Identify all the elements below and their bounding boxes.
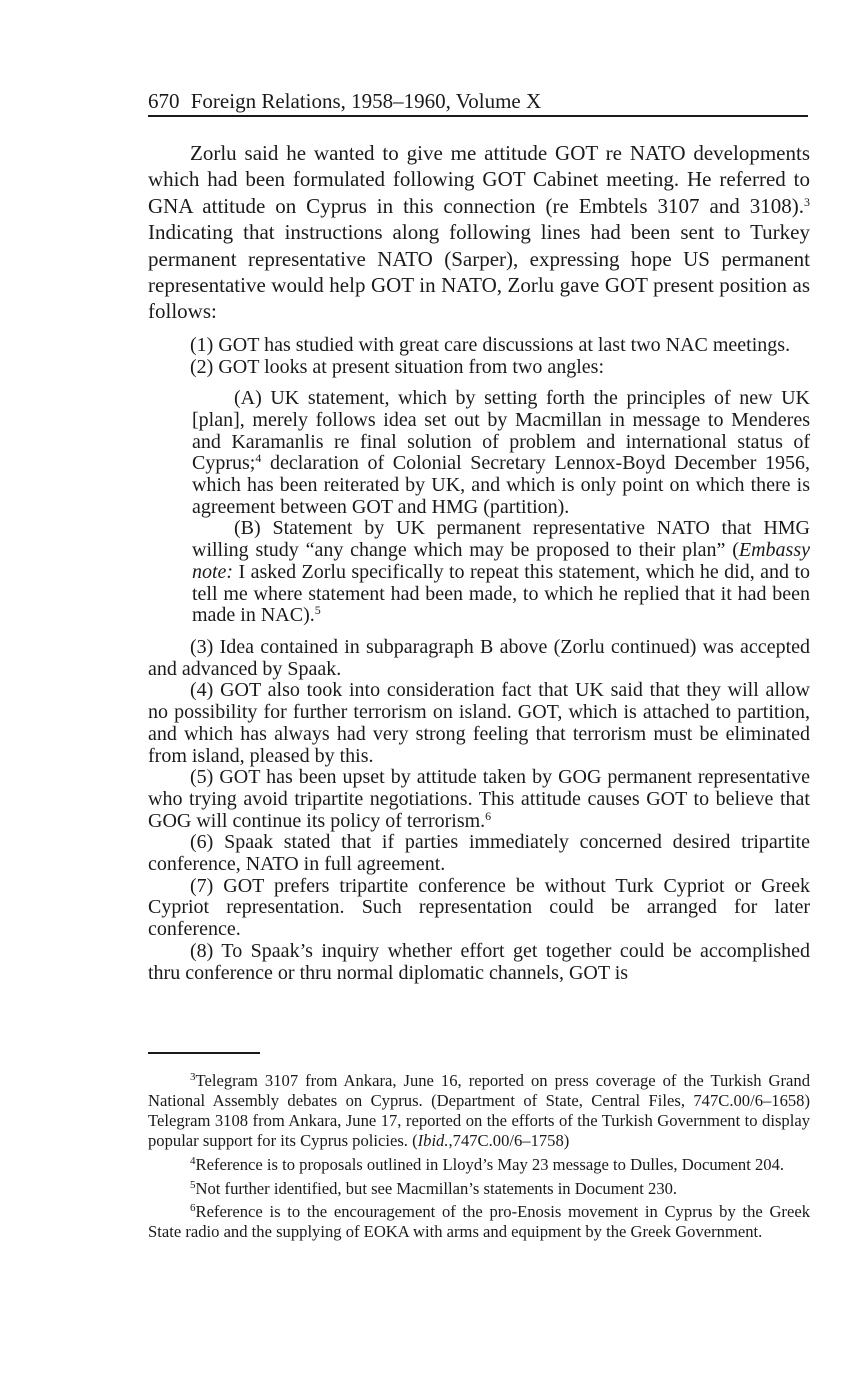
footnote-text: Not further identified, but see Macmillan’s statements in Document 230. (195, 1178, 678, 1198)
footnote-text: ,747C.00/6–1758) (448, 1130, 570, 1150)
footnote-text: Reference is to the encouragement of the pro-Enosis movement in Cyprus by the Greek State radio and the supplying of EOKA with arms and equipment by the Greek Government. (148, 1202, 810, 1242)
list-item: (7) GOT prefers tripartite conference be without Turk Cypriot or Greek Cypriot representation. Such representation could be arranged for later conference. (148, 874, 810, 941)
sub-item-b (192, 518, 810, 627)
sub-b-text-2: I asked Zorlu specifically to repeat this statement, which he did, and to tell me where statement had been made, to which he replied that it had been made in NAC). (192, 560, 810, 627)
footnote-ref-4[interactable]: 4 (255, 451, 262, 466)
footnote-number: 5 (190, 1178, 196, 1191)
footnote-rule (148, 1052, 260, 1054)
footnote-3 (148, 1071, 810, 1151)
footnote-4 (148, 1155, 810, 1175)
list-item: (8) To Spaak’s inquiry whether effort get together could be accomplished thru conference or thru normal diplomatic channels, GOT is (148, 939, 810, 984)
position-list (148, 335, 810, 984)
volume-title: Foreign Relations, 1958–1960, Volume X (190, 89, 542, 113)
list-item: (2) GOT looks at present situation from two angles: (190, 355, 605, 378)
list-item: (1) GOT has studied with great care discussions at last two NAC meetings. (190, 333, 791, 356)
list-item (148, 767, 810, 832)
sub-a-text-2: declaration of Colonial Secretary Lennox-Boyd December 1956, which has been reiterated by UK, and which is only point on which there is agreement between GOT and HMG (partition). (192, 452, 810, 518)
footnotes (148, 1071, 810, 1246)
footnote-text: Reference is to proposals outlined in Lloyd’s May 23 message to Dulles, Document 204. (195, 1154, 785, 1174)
sub-item-a (192, 388, 810, 518)
ibid-label: Ibid. (417, 1130, 449, 1150)
footnote-number: 6 (190, 1202, 196, 1215)
sub-b-text-1: (B) Statement by UK permanent representative NATO that HMG willing study “any change which may be proposed to their plan” ( (192, 517, 810, 562)
header-rule (148, 115, 808, 117)
running-header (148, 88, 808, 114)
embassy-note-label: Embassy note: (192, 539, 810, 583)
sub-a-text-1: (A) UK statement, which by setting forth the principles of new UK [plan], merely follows idea set out by Macmillan in message to Menderes and Karamanlis re final solution of problem and international status of Cyprus; (192, 387, 810, 475)
list-item: (6) Spaak stated that if parties immediately concerned desired tripartite conference, NATO in full agreement. (148, 831, 810, 876)
footnote-ref-6[interactable]: 6 (485, 808, 492, 823)
footnote-number: 3 (190, 1071, 196, 1083)
intro-paragraph (148, 140, 810, 325)
intro-text-2: Indicating that instructions along following lines had been sent to Turkey permanent representative NATO (Sarper), expressing hope US permanent representative would help GOT in NATO, Zorlu gave GOT present position as follows: (148, 220, 810, 324)
list-item: (3) Idea contained in subparagraph B above (Zorlu continued) was accepted and advanced by Spaak. (148, 635, 810, 680)
footnote-5 (148, 1179, 810, 1199)
list-item: (4) GOT also took into consideration fact that UK said that they will allow no possibility for further terrorism on island. GOT, which is attached to partition, and which has always had very strong feeling that terrorism must be eliminated from island, pleased by this. (148, 679, 810, 767)
intro-text-1: Zorlu said he wanted to give me attitude GOT re NATO developments which had been formulated following GOT Cabinet meeting. He referred to GNA attitude on Cyprus in this connection (re Embtels 3107 and 3108). (148, 141, 810, 218)
footnote-ref-5[interactable]: 5 (314, 603, 321, 618)
footnote-text: Telegram 3107 from Ankara, June 16, reported on press coverage of the Turkish Grand National Assembly debates on Cyprus. (Department of State, Central Files, 747C.00/6–1658) Telegram 3108 from Ankara, June 17, reported on the efforts of the Turkish Government to display popular support for its Cyprus policies. ( (148, 1071, 810, 1150)
footnote-6 (148, 1202, 810, 1242)
footnote-number: 4 (190, 1154, 196, 1167)
footnote-ref-3[interactable]: 3 (804, 194, 810, 209)
item-5-text: (5) GOT has been upset by attitude taken by GOG permanent representative who trying avoid tripartite negotiations. This attitude causes GOT to believe that GOG will continue its policy of terrorism. (148, 766, 810, 832)
page-number: 670 (148, 89, 180, 113)
main-text (148, 140, 810, 984)
